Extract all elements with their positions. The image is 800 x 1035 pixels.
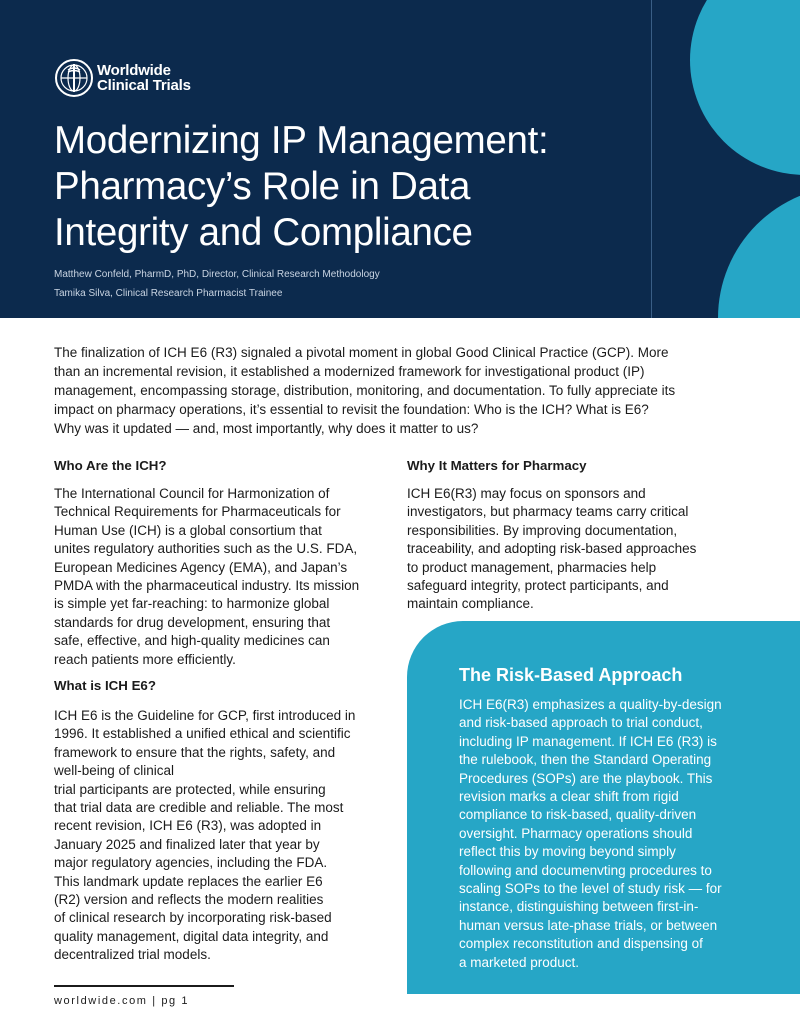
logo-wordmark [97,63,191,93]
callout-line: reflect this by moving beyond simply [459,844,676,860]
body-line: ICH E6 is the Guideline for GCP, first introduced in [54,708,356,723]
intro-line: than an incremental revision, it established a modernized framework for investigational product (IP) [54,364,645,379]
body-line: The International Council for Harmonization of [54,486,330,501]
body-line: PMDA with the pharmaceutical industry. Its mission [54,578,360,594]
callout-body [459,696,722,972]
intro-paragraph [54,343,754,438]
body-line: unites regulatory authorities such as the U.S. FDA, [54,541,358,557]
section-heading: What is ICH E6? [54,678,156,693]
title-line: Integrity and Compliance [54,211,473,254]
callout-line: following and documenvting procedures to [459,862,712,878]
section-why-matters [407,457,696,614]
body-line: ICH E6(R3) may focus on sponsors and [407,486,646,501]
section-what-e6 [54,677,355,965]
callout-line: Procedures (SOPs) are the playbook. This [459,770,713,786]
body-line: decentralized trial models. [54,947,211,963]
callout-line: instance, distinguishing between first-in- [459,899,699,915]
logo-line-2: Clinical Trials [97,77,191,94]
body-line: is simple yet far-reaching: to harmonize global [54,596,330,612]
risk-based-callout [407,621,800,994]
page-title [54,118,614,256]
body-line: framework to ensure that the rights, safety, and [54,744,336,760]
body-line: trial participants are protected, while ensuring [54,781,326,797]
company-logo [54,58,191,98]
body-line: major regulatory agencies, including the FDA. [54,855,328,871]
callout-line: complex reconstitution and dispensing of [459,936,703,952]
callout-line: and risk-based approach to trial conduct, [459,715,703,731]
body-line: (R2) version and reflects the modern realities [54,892,324,908]
decor-circle-top [690,0,800,175]
callout-line: oversight. Pharmacy operations should [459,825,693,841]
logo-line-1: Worldwide [97,62,171,79]
body-line: responsibilities. By improving documentation, [407,522,678,538]
authors-block [54,265,380,303]
section-body [407,485,696,614]
section-who-ich [54,457,359,669]
vertical-divider [651,0,652,318]
body-line: 1996. It established a unified ethical and scientific [54,726,351,742]
body-line: Technical Requirements for Pharmaceuticals for [54,504,341,520]
body-line: safe, effective, and high-quality medicines can [54,633,330,649]
body-line: well-being of clinical [54,763,175,779]
title-line: Modernizing IP Management: [54,119,549,162]
callout-line: a marketed product. [459,954,580,970]
body-line: that trial data are credible and reliable. The most [54,800,344,816]
body-line: of clinical research by incorporating risk-based [54,910,332,926]
body-line: to product management, pharmacies help [407,559,657,575]
body-line: recent revision, ICH E6 (R3), was adopted in [54,818,322,834]
page-footer: worldwide.com | pg 1 [54,995,190,1007]
body-line: standards for drug development, ensuring that [54,614,331,630]
section-heading: Who Are the ICH? [54,458,167,473]
callout-heading: The Risk-Based Approach [459,665,683,685]
callout-line: scaling SOPs to the level of study risk — for [459,881,722,897]
hero-banner [0,0,800,318]
title-line: Pharmacy’s Role in Data [54,165,471,208]
body-line: quality management, digital data integrity, and [54,928,329,944]
callout-line: human versus late-phase trials, or between [459,917,718,933]
section-body [54,485,359,669]
callout-line: revision marks a clear shift from rigid [459,789,679,805]
callout-line: including IP management. If ICH E6 (R3) is [459,733,717,749]
intro-line: Why was it updated — and, most importantly, why does it matter to us? [54,421,479,436]
body-line: Human Use (ICH) is a global consortium that [54,522,322,538]
body-line: January 2025 and finalized later that year by [54,836,320,852]
body-line: European Medicines Agency (EMA), and Japan’s [54,559,348,575]
intro-line: The finalization of ICH E6 (R3) signaled a pivotal moment in global Good Clinical Practice (GCP). More [54,345,669,360]
body-line: safeguard integrity, protect participants, and [407,578,669,594]
author-line: Matthew Confeld, PharmD, PhD, Director, Clinical Research Methodology [54,269,380,280]
body-line: investigators, but pharmacy teams carry critical [407,504,689,520]
callout-line: compliance to risk-based, quality-driven [459,807,697,823]
decor-circle-bottom [718,186,800,318]
footer-divider [54,985,234,987]
author-line: Tamika Silva, Clinical Research Pharmacist Trainee [54,288,283,299]
body-line: traceability, and adopting risk-based approaches [407,541,697,557]
body-line: This landmark update replaces the earlier E6 [54,873,323,889]
section-body [54,707,355,965]
callout-line: ICH E6(R3) emphasizes a quality-by-design [459,697,722,712]
globe-caduceus-icon [54,58,94,98]
intro-line: management, encompassing storage, distribution, monitoring, and documentation. To fully appreciate its [54,383,676,398]
callout-line: the rulebook, then the Standard Operating [459,752,712,768]
intro-line: impact on pharmacy operations, it’s essential to revisit the foundation: Who is the ICH? What is E6? [54,402,649,417]
body-line: maintain compliance. [407,596,534,612]
body-line: reach patients more efficiently. [54,651,236,667]
section-heading: Why It Matters for Pharmacy [407,458,587,473]
